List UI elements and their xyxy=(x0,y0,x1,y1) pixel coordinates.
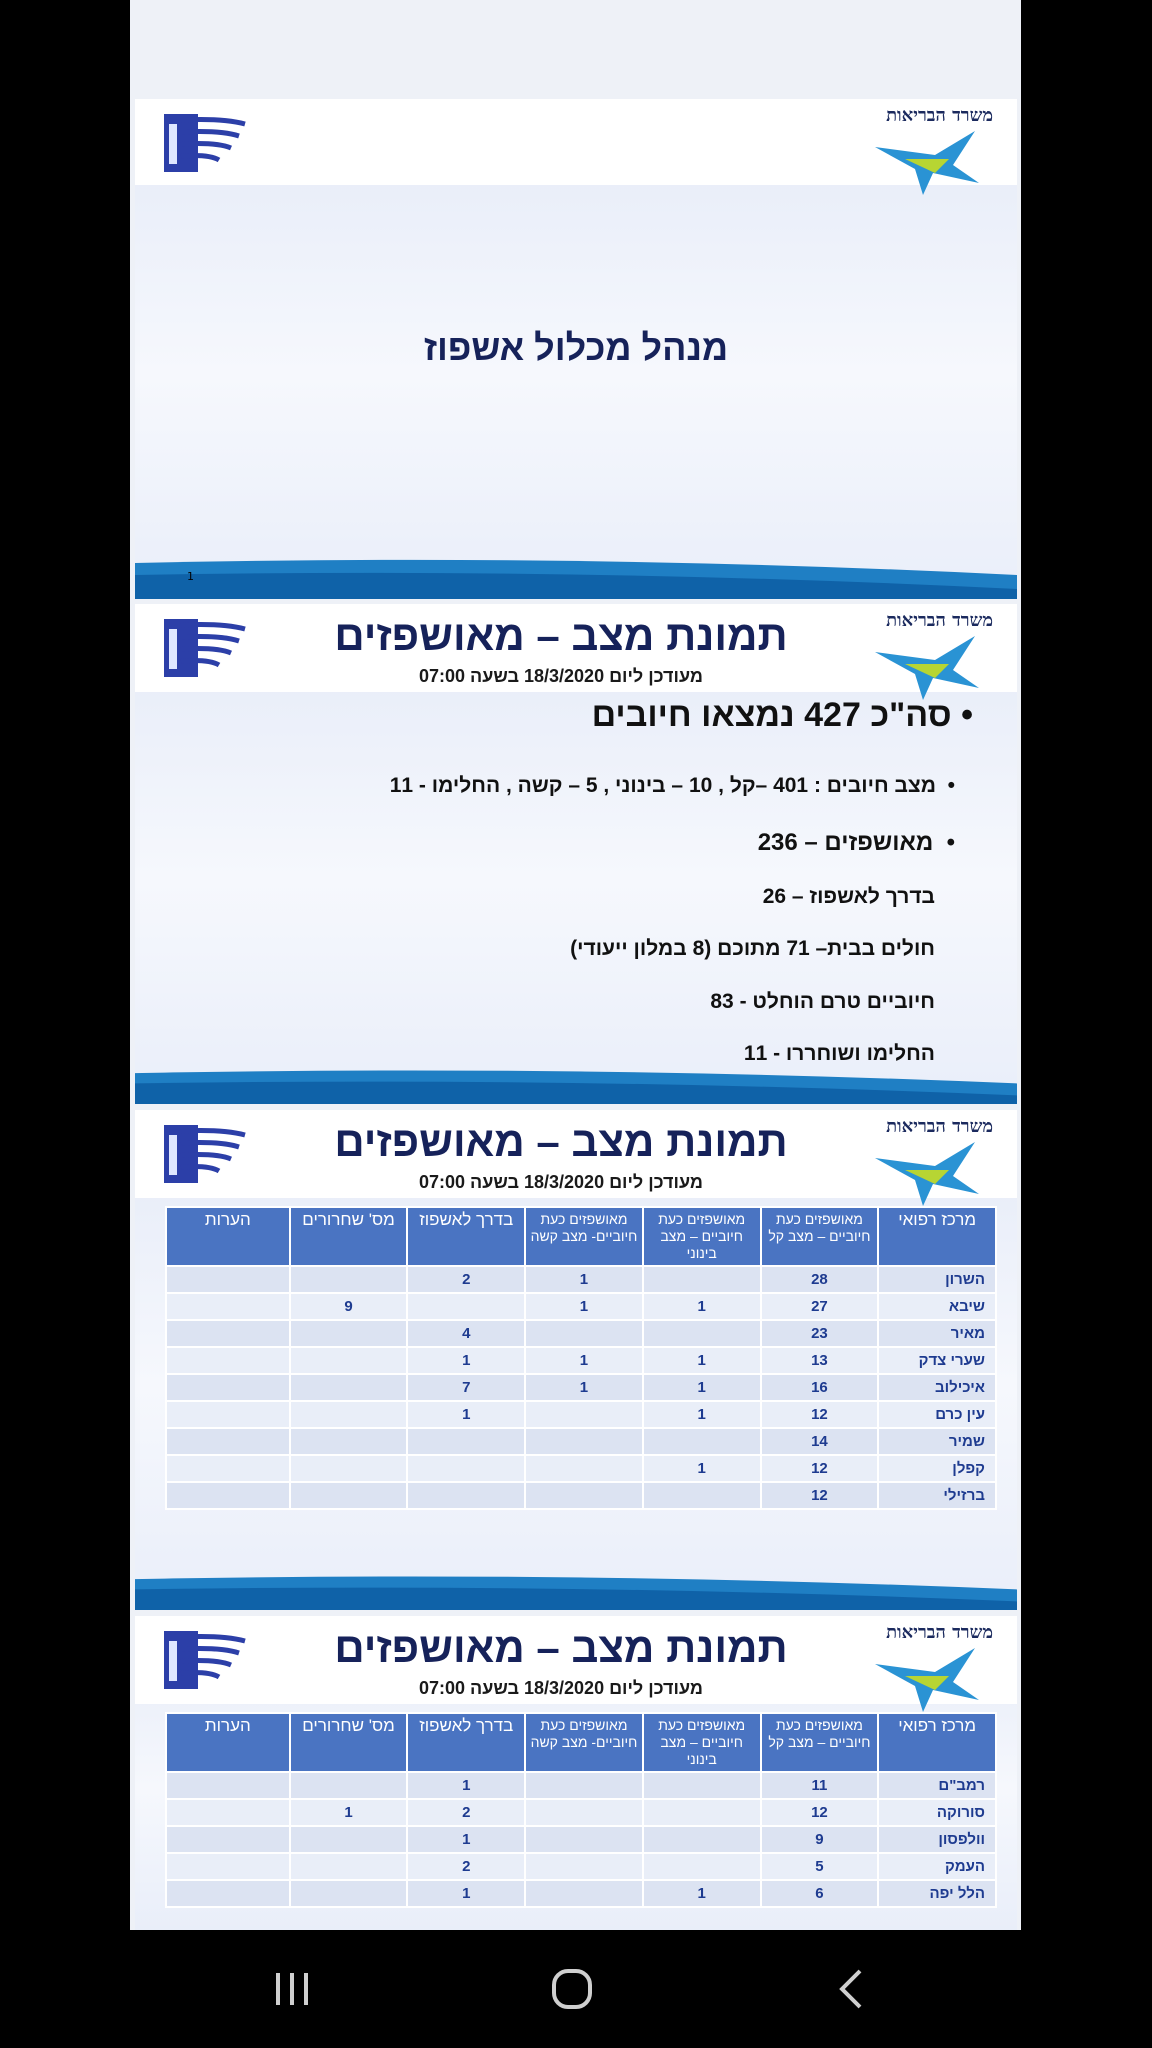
pending-line: חיוביים טרם הוחלט - 83 xyxy=(710,990,935,1013)
cell-discharged: 1 xyxy=(290,1799,408,1826)
cell-moderate xyxy=(643,1320,761,1347)
slide-3 xyxy=(135,1110,1017,1610)
recent-apps-icon xyxy=(272,1971,312,2007)
cell-severe: 1 xyxy=(525,1293,643,1320)
cell-moderate xyxy=(643,1266,761,1293)
slide-footer-wave xyxy=(135,1068,1017,1104)
cell-center: עין כרם xyxy=(878,1401,996,1428)
cell-severe xyxy=(525,1772,643,1799)
cell-mild: 28 xyxy=(761,1266,879,1293)
cell-on-way xyxy=(407,1293,525,1320)
cell-discharged xyxy=(290,1772,408,1799)
cell-severe xyxy=(525,1320,643,1347)
updated-timestamp: מעודכן ליום 18/3/2020 בשעה 07:00 xyxy=(419,1678,703,1698)
cell-center: העמק xyxy=(878,1853,996,1880)
cell-on-way: 2 xyxy=(407,1853,525,1880)
cell-notes xyxy=(166,1880,290,1907)
table-row xyxy=(166,1799,996,1826)
cell-on-way: 1 xyxy=(407,1347,525,1374)
cell-discharged xyxy=(290,1455,408,1482)
on-way-line: בדרך לאשפוז – 26 xyxy=(762,885,935,908)
cell-discharged: 9 xyxy=(290,1293,408,1320)
cell-moderate: 1 xyxy=(643,1347,761,1374)
cell-severe: 1 xyxy=(525,1347,643,1374)
table-row xyxy=(166,1320,996,1347)
cell-mild: 12 xyxy=(761,1401,879,1428)
header-severe: מאושפזים כעת חיוביים- מצב קשה xyxy=(525,1207,643,1266)
cell-severe xyxy=(525,1799,643,1826)
cell-on-way xyxy=(407,1482,525,1509)
cell-notes xyxy=(166,1293,290,1320)
cell-moderate: 1 xyxy=(643,1455,761,1482)
header-center: מרכז רפואי xyxy=(878,1713,996,1772)
page-number: 1 xyxy=(187,570,194,583)
cell-discharged xyxy=(290,1880,408,1907)
cell-moderate xyxy=(643,1826,761,1853)
cell-moderate: 1 xyxy=(643,1401,761,1428)
cell-discharged xyxy=(290,1347,408,1374)
table-row xyxy=(166,1772,996,1799)
slide-1 xyxy=(135,99,1017,599)
cell-severe xyxy=(525,1428,643,1455)
table-row xyxy=(166,1455,996,1482)
main-bullet: • סה"כ 427 נמצאו חיובים xyxy=(591,696,973,734)
slide-title: תמונת מצב – מאושפזים xyxy=(334,1624,788,1671)
table-row xyxy=(166,1374,996,1401)
header-mild: מאושפזים כעת חיוביים – מצב קל xyxy=(761,1713,879,1772)
cell-notes xyxy=(166,1374,290,1401)
cell-severe: 1 xyxy=(525,1374,643,1401)
cell-center: שיבא xyxy=(878,1293,996,1320)
table-row xyxy=(166,1853,996,1880)
bird-logo-icon xyxy=(875,125,985,195)
cell-notes xyxy=(166,1401,290,1428)
cell-mild: 12 xyxy=(761,1482,879,1509)
cell-severe xyxy=(525,1826,643,1853)
document-viewer[interactable] xyxy=(130,0,1021,1930)
cell-on-way: 1 xyxy=(407,1880,525,1907)
table-row xyxy=(166,1482,996,1509)
cell-discharged xyxy=(290,1482,408,1509)
slide-footer-wave xyxy=(135,1574,1017,1610)
slide-title: תמונת מצב – מאושפזים xyxy=(334,612,788,659)
cell-severe xyxy=(525,1880,643,1907)
cell-center: הלל יפה xyxy=(878,1880,996,1907)
slide-title: מנהל מכלול אשפוז xyxy=(423,327,729,368)
header-on-way: בדרך לאשפוז xyxy=(407,1713,525,1772)
cell-center: שערי צדק xyxy=(878,1347,996,1374)
hospital-table xyxy=(165,1206,997,1510)
cell-moderate xyxy=(643,1799,761,1826)
header-mild: מאושפזים כעת חיוביים – מצב קל xyxy=(761,1207,879,1266)
recovered-line: החלימו ושוחררו - 11 xyxy=(743,1042,935,1065)
cell-severe: 1 xyxy=(525,1266,643,1293)
header-discharged: מס' שחרורים xyxy=(290,1713,408,1772)
cell-severe xyxy=(525,1401,643,1428)
cell-discharged xyxy=(290,1374,408,1401)
table-row xyxy=(166,1401,996,1428)
cell-mild: 14 xyxy=(761,1428,879,1455)
cell-mild: 27 xyxy=(761,1293,879,1320)
cell-moderate: 1 xyxy=(643,1374,761,1401)
cell-notes xyxy=(166,1799,290,1826)
ministry-name: משרד הבריאות xyxy=(886,610,993,631)
cell-discharged xyxy=(290,1401,408,1428)
header-severe: מאושפזים כעת חיוביים- מצב קשה xyxy=(525,1713,643,1772)
cell-on-way: 4 xyxy=(407,1320,525,1347)
cell-mild: 11 xyxy=(761,1772,879,1799)
table-row xyxy=(166,1428,996,1455)
cell-center: השרון xyxy=(878,1266,996,1293)
cell-notes xyxy=(166,1266,290,1293)
slide-title: תמונת מצב – מאושפזים xyxy=(334,1118,788,1165)
cell-on-way: 1 xyxy=(407,1772,525,1799)
slide-4 xyxy=(135,1616,1017,1930)
cell-center: איכילוב xyxy=(878,1374,996,1401)
slide-2 xyxy=(135,604,1017,1104)
ministry-name: משרד הבריאות xyxy=(886,105,993,126)
cell-moderate xyxy=(643,1482,761,1509)
cell-center: קפלן xyxy=(878,1455,996,1482)
cell-severe xyxy=(525,1482,643,1509)
slide-footer-wave xyxy=(135,557,1017,599)
cell-discharged xyxy=(290,1853,408,1880)
cell-notes xyxy=(166,1482,290,1509)
cell-notes xyxy=(166,1826,290,1853)
cell-moderate xyxy=(643,1772,761,1799)
cell-moderate: 1 xyxy=(643,1293,761,1320)
cell-moderate: 1 xyxy=(643,1880,761,1907)
cell-mild: 5 xyxy=(761,1853,879,1880)
header-notes: הערות xyxy=(166,1713,290,1772)
cell-mild: 23 xyxy=(761,1320,879,1347)
status-bullet: • מצב חיובים : 401 –קל , 10 – בינוני , 5 – קשה , החלימו - 11 xyxy=(389,774,955,797)
cell-center: שמיר xyxy=(878,1428,996,1455)
cell-center: רמב"ם xyxy=(878,1772,996,1799)
cell-mild: 6 xyxy=(761,1880,879,1907)
cell-on-way: 1 xyxy=(407,1401,525,1428)
cell-discharged xyxy=(290,1320,408,1347)
table-row xyxy=(166,1826,996,1853)
hospital-table xyxy=(165,1712,997,1908)
back-icon xyxy=(836,1967,866,2011)
table-row xyxy=(166,1880,996,1907)
ministry-name: משרד הבריאות xyxy=(886,1622,993,1643)
header-discharged: מס' שחרורים xyxy=(290,1207,408,1266)
home-icon xyxy=(550,1967,594,2011)
cell-mild: 9 xyxy=(761,1826,879,1853)
cell-severe xyxy=(525,1853,643,1880)
header-notes: הערות xyxy=(166,1207,290,1266)
table-row xyxy=(166,1293,996,1320)
recent-apps-button[interactable] xyxy=(232,1930,352,2048)
cell-notes xyxy=(166,1428,290,1455)
back-button[interactable] xyxy=(791,1930,911,2048)
header-center: מרכז רפואי xyxy=(878,1207,996,1266)
cell-discharged xyxy=(290,1266,408,1293)
cell-center: מאיר xyxy=(878,1320,996,1347)
hospitalized-bullet: • מאושפזים – 236 xyxy=(757,829,955,856)
cell-on-way: 2 xyxy=(407,1266,525,1293)
table-row xyxy=(166,1266,996,1293)
home-button[interactable] xyxy=(512,1930,632,2048)
cell-on-way: 7 xyxy=(407,1374,525,1401)
ministry-name: משרד הבריאות xyxy=(886,1116,993,1137)
cell-moderate xyxy=(643,1428,761,1455)
cell-center: וולפסון xyxy=(878,1826,996,1853)
cell-notes xyxy=(166,1347,290,1374)
cell-mild: 12 xyxy=(761,1455,879,1482)
menorah-emblem-icon xyxy=(163,114,253,176)
cell-mild: 16 xyxy=(761,1374,879,1401)
cell-center: ברזילי xyxy=(878,1482,996,1509)
cell-mild: 12 xyxy=(761,1799,879,1826)
cell-on-way: 1 xyxy=(407,1826,525,1853)
cell-on-way: 2 xyxy=(407,1799,525,1826)
cell-notes xyxy=(166,1853,290,1880)
cell-mild: 13 xyxy=(761,1347,879,1374)
cell-notes xyxy=(166,1320,290,1347)
table-row xyxy=(166,1347,996,1374)
navigation-bar xyxy=(0,1930,1152,2048)
header-on-way: בדרך לאשפוז xyxy=(407,1207,525,1266)
cell-on-way xyxy=(407,1455,525,1482)
cell-discharged xyxy=(290,1428,408,1455)
updated-timestamp: מעודכן ליום 18/3/2020 בשעה 07:00 xyxy=(419,1172,703,1192)
updated-timestamp: מעודכן ליום 18/3/2020 בשעה 07:00 xyxy=(419,666,703,686)
cell-notes xyxy=(166,1772,290,1799)
header-moderate: מאושפזים כעת חיוביים – מצב בינוני xyxy=(643,1713,761,1772)
cell-center: סורוקה xyxy=(878,1799,996,1826)
home-line: חולים בבית– 71 מתוכם (8 במלון ייעודי) xyxy=(570,937,935,960)
cell-discharged xyxy=(290,1826,408,1853)
cell-notes xyxy=(166,1455,290,1482)
cell-severe xyxy=(525,1455,643,1482)
cell-moderate xyxy=(643,1853,761,1880)
cell-on-way xyxy=(407,1428,525,1455)
header-moderate: מאושפזים כעת חיוביים – מצב בינוני xyxy=(643,1207,761,1266)
